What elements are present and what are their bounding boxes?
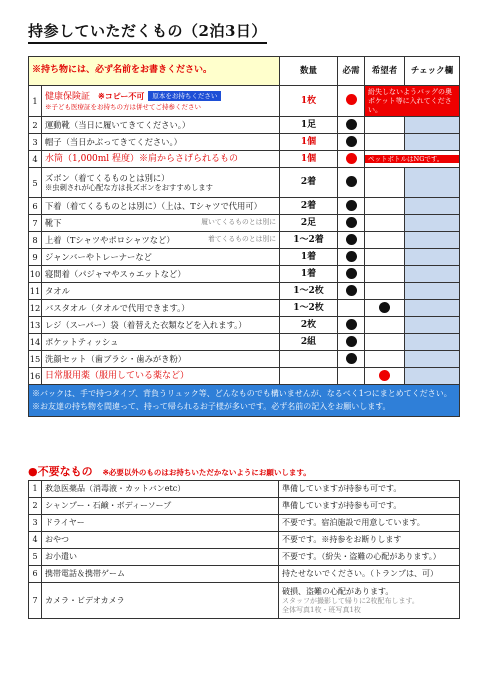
unneeded-memo: 準備していますが持参も可です。 [282, 501, 402, 510]
unneeded-memo-cell [279, 481, 460, 498]
item-subnote: ※子ども医療証をお持ちの方は併せてご持参ください [45, 103, 201, 112]
col-optional: 希望者 [365, 57, 405, 86]
mark-dot [346, 136, 357, 147]
mark-dot [346, 119, 357, 130]
item-name-cell [42, 249, 280, 266]
item-name-cell [42, 300, 280, 317]
item-name-cell [42, 334, 280, 351]
optional-mark [365, 198, 405, 215]
row-number: 9 [29, 249, 42, 266]
items-table [28, 56, 460, 417]
row-number: 14 [29, 334, 42, 351]
unneeded-heading-line [28, 463, 311, 479]
unneeded-item-name: カメラ・ビデオカメラ [42, 583, 279, 619]
item-name: ポケットティッシュ [45, 337, 119, 348]
required-mark [338, 151, 365, 168]
item-quantity: 1個 [280, 151, 338, 168]
unneeded-memo-cell [279, 515, 460, 532]
row-number: 5 [29, 168, 42, 198]
unneeded-memo: 持たせないでください。（トランプは、可） [282, 569, 438, 578]
item-name-cell [42, 351, 280, 368]
required-mark [338, 198, 365, 215]
footer-note-2: ※お友達の持ち物を間違って、持って帰られるお子様が多いです。必ず名前の記入をお願いします。 [32, 401, 391, 411]
unneeded-memo: 不要です。※持参をお断りします [282, 535, 402, 544]
unneeded-row [29, 515, 460, 532]
item-name: 日常服用薬（服用している薬など） [45, 371, 190, 382]
col-check: チェック欄 [405, 57, 460, 86]
item-name: 寝間着（パジャマやスゥエットなど） [45, 269, 186, 280]
unneeded-table [28, 480, 460, 619]
item-name-cell [42, 86, 280, 117]
name-warning: ※持ち物には、必ず名前をお書きください。 [29, 57, 280, 86]
unneeded-item-name: お小遣い [42, 549, 279, 566]
optional-mark [365, 249, 405, 266]
optional-mark [365, 168, 405, 198]
required-mark [338, 86, 365, 117]
check-box[interactable] [405, 215, 460, 232]
mark-dot [346, 176, 357, 187]
check-box[interactable] [405, 134, 460, 151]
required-mark [338, 283, 365, 300]
item-name-cell [42, 117, 280, 134]
optional-mark [365, 317, 405, 334]
original-badge: 原本をお持ちください [148, 91, 221, 101]
item-name: ジャンバーやトレーナーなど [45, 252, 152, 263]
check-box[interactable] [405, 334, 460, 351]
mark-dot [346, 319, 357, 330]
item-name-cell [42, 215, 280, 232]
item-quantity: 1〜2着 [280, 232, 338, 249]
unneeded-memo-cell [279, 498, 460, 515]
mark-dot [346, 94, 357, 105]
required-mark [338, 351, 365, 368]
row-number: 4 [29, 151, 42, 168]
item-memo-cell [365, 151, 460, 168]
item-name: 健康保険証 [45, 91, 91, 102]
optional-mark [365, 283, 405, 300]
row-number: 4 [29, 532, 42, 549]
table-row [29, 266, 460, 283]
optional-mark [365, 134, 405, 151]
check-box[interactable] [405, 266, 460, 283]
optional-mark [365, 117, 405, 134]
required-mark [338, 232, 365, 249]
item-name-note: ※コピー不可 [98, 90, 145, 101]
item-name-cell [42, 168, 280, 198]
unneeded-row [29, 549, 460, 566]
item-quantity: 2枚 [280, 317, 338, 334]
mark-dot [346, 285, 357, 296]
row-number: 6 [29, 566, 42, 583]
table-header-row [29, 57, 460, 86]
item-quantity: 2着 [280, 168, 338, 198]
check-box[interactable] [405, 168, 460, 198]
unneeded-row [29, 566, 460, 583]
check-box[interactable] [405, 198, 460, 215]
row-number: 10 [29, 266, 42, 283]
table-row [29, 334, 460, 351]
item-name-cell [42, 368, 280, 385]
unneeded-memo-cell [279, 566, 460, 583]
item-quantity: 1足 [280, 117, 338, 134]
optional-mark [365, 300, 405, 317]
mark-dot [346, 200, 357, 211]
col-quantity: 数量 [280, 57, 338, 86]
item-name: 下着（着てくるものとは別に）（上は、Tシャツで代用可） [45, 201, 262, 212]
row-number: 2 [29, 117, 42, 134]
check-box[interactable] [405, 317, 460, 334]
item-name-cell [42, 283, 280, 300]
table-row [29, 300, 460, 317]
unneeded-memo-cell [279, 583, 460, 619]
item-name: 上着（Tシャツやポロシャツなど） [45, 235, 175, 246]
item-quantity: 1着 [280, 249, 338, 266]
unneeded-heading: ●不要なもの [28, 465, 93, 478]
row-number: 8 [29, 232, 42, 249]
mark-dot [346, 336, 357, 347]
required-mark [338, 168, 365, 198]
unneeded-row [29, 583, 460, 619]
table-row [29, 198, 460, 215]
optional-mark [365, 215, 405, 232]
unneeded-row [29, 532, 460, 549]
mark-dot [379, 370, 390, 381]
item-quantity: 1〜2枚 [280, 300, 338, 317]
optional-mark [365, 368, 405, 385]
table-row [29, 117, 460, 134]
row-number: 3 [29, 134, 42, 151]
mark-dot [346, 353, 357, 364]
optional-mark [365, 351, 405, 368]
row-number: 5 [29, 549, 42, 566]
item-quantity: 1枚 [280, 86, 338, 117]
required-mark [338, 134, 365, 151]
item-memo: 紛失しないようバッグの奥ポケット等に入れてください。 [365, 86, 459, 116]
table-row [29, 86, 460, 117]
row-number: 13 [29, 317, 42, 334]
row-number: 11 [29, 283, 42, 300]
row-number: 2 [29, 498, 42, 515]
check-box[interactable] [405, 283, 460, 300]
row-number: 6 [29, 198, 42, 215]
item-quantity: 2着 [280, 198, 338, 215]
optional-mark [365, 334, 405, 351]
item-name-cell [42, 317, 280, 334]
check-box[interactable] [405, 117, 460, 134]
unneeded-memo: 不要です。（紛失・盗難の心配があります。） [282, 552, 441, 561]
required-mark [338, 334, 365, 351]
item-name: 水筒（1,000ml 程度）※肩からさげられるもの [45, 154, 239, 165]
optional-mark [365, 266, 405, 283]
item-gray-note: 履いてくるものとは別に [201, 218, 277, 227]
col-required: 必需 [338, 57, 365, 86]
row-number: 3 [29, 515, 42, 532]
item-name: 帽子（当日かぶってきてください。） [45, 137, 182, 148]
row-number: 1 [29, 481, 42, 498]
unneeded-item-name: シャンプー・石鹸・ボディーソープ [42, 498, 279, 515]
unneeded-note: ※必要以外のものはお持ちいただかないようにお願いします。 [102, 468, 311, 477]
unneeded-item-name: ドライヤー [42, 515, 279, 532]
mark-dot [346, 268, 357, 279]
item-memo-cell [365, 86, 460, 117]
item-subnote: ※虫刺されが心配な方は長ズボンをおすすめします [45, 183, 213, 193]
required-mark [338, 317, 365, 334]
table-row [29, 368, 460, 385]
mark-dot [379, 302, 390, 313]
required-mark [338, 249, 365, 266]
mark-dot [346, 251, 357, 262]
item-quantity: 2足 [280, 215, 338, 232]
check-box[interactable] [405, 368, 460, 385]
item-quantity: 1着 [280, 266, 338, 283]
item-name: タオル [45, 286, 70, 297]
table-row [29, 168, 460, 198]
item-name-cell [42, 151, 280, 168]
item-name: 靴下 [45, 218, 62, 229]
table-row [29, 215, 460, 232]
required-mark [338, 117, 365, 134]
item-name: レジ（スーパー）袋（着替えた衣類などを入れます。） [45, 320, 247, 331]
unneeded-row [29, 498, 460, 515]
row-number: 7 [29, 215, 42, 232]
unneeded-memo: 不要です。宿泊施設で用意しています。 [282, 518, 425, 527]
required-mark [338, 368, 365, 385]
item-memo: ペットボトルはNGです。 [365, 155, 459, 163]
required-mark [338, 215, 365, 232]
unneeded-item-name: 救急医薬品（消毒液・カットバンetc） [42, 481, 279, 498]
mark-dot [346, 234, 357, 245]
check-box[interactable] [405, 300, 460, 317]
page-title: 持参していただくもの（2泊3日） [28, 20, 267, 44]
table-row [29, 283, 460, 300]
row-number: 15 [29, 351, 42, 368]
unneeded-memo: 破損、盗難の心配があります。 [282, 586, 394, 596]
check-box[interactable] [405, 351, 460, 368]
check-box[interactable] [405, 232, 460, 249]
item-name-cell [42, 198, 280, 215]
item-name-cell [42, 134, 280, 151]
item-name-cell [42, 266, 280, 283]
row-number: 1 [29, 86, 42, 117]
unneeded-memo-sub: スタッフが撮影して帰りに2枚配布します。 [282, 596, 419, 605]
unneeded-memo-cell [279, 532, 460, 549]
table-row [29, 232, 460, 249]
item-gray-note: 着てくるものとは別に [208, 235, 277, 244]
item-quantity [280, 351, 338, 368]
row-number: 16 [29, 368, 42, 385]
unneeded-memo: 準備していますが持参も可です。 [282, 484, 402, 493]
row-number: 12 [29, 300, 42, 317]
table-row [29, 351, 460, 368]
item-name: 洗顔セット（歯ブラシ・歯みがき粉） [45, 354, 187, 365]
item-name-cell [42, 232, 280, 249]
mark-dot [346, 153, 357, 164]
table-row [29, 249, 460, 266]
item-name: バスタオル（タオルで代用できます。） [45, 303, 190, 314]
item-name: ズボン（着てくるものとは別に） [45, 173, 170, 184]
unneeded-memo-cell [279, 549, 460, 566]
optional-mark [365, 232, 405, 249]
footer-notes [29, 385, 460, 417]
footer-row [29, 385, 460, 417]
item-quantity [280, 368, 338, 385]
table-row [29, 134, 460, 151]
unneeded-row [29, 481, 460, 498]
table-row [29, 151, 460, 168]
mark-dot [346, 217, 357, 228]
item-quantity: 1〜2枚 [280, 283, 338, 300]
row-number: 7 [29, 583, 42, 619]
unneeded-item-name: 携帯電話＆携帯ゲーム [42, 566, 279, 583]
check-box[interactable] [405, 249, 460, 266]
unneeded-item-name: おやつ [42, 532, 279, 549]
required-mark [338, 266, 365, 283]
item-quantity: 2組 [280, 334, 338, 351]
item-name: 運動靴（当日に履いてきてください。） [45, 120, 191, 131]
footer-note-1: ※バックは、手で持つタイプ、背負うリュック等、どんなものでも構いませんが、なるべく1つにまとめてください。 [32, 389, 452, 399]
item-quantity: 1個 [280, 134, 338, 151]
required-mark [338, 300, 365, 317]
unneeded-memo-sub: 全体写真1枚・班写真1枚 [282, 605, 361, 614]
table-row [29, 317, 460, 334]
